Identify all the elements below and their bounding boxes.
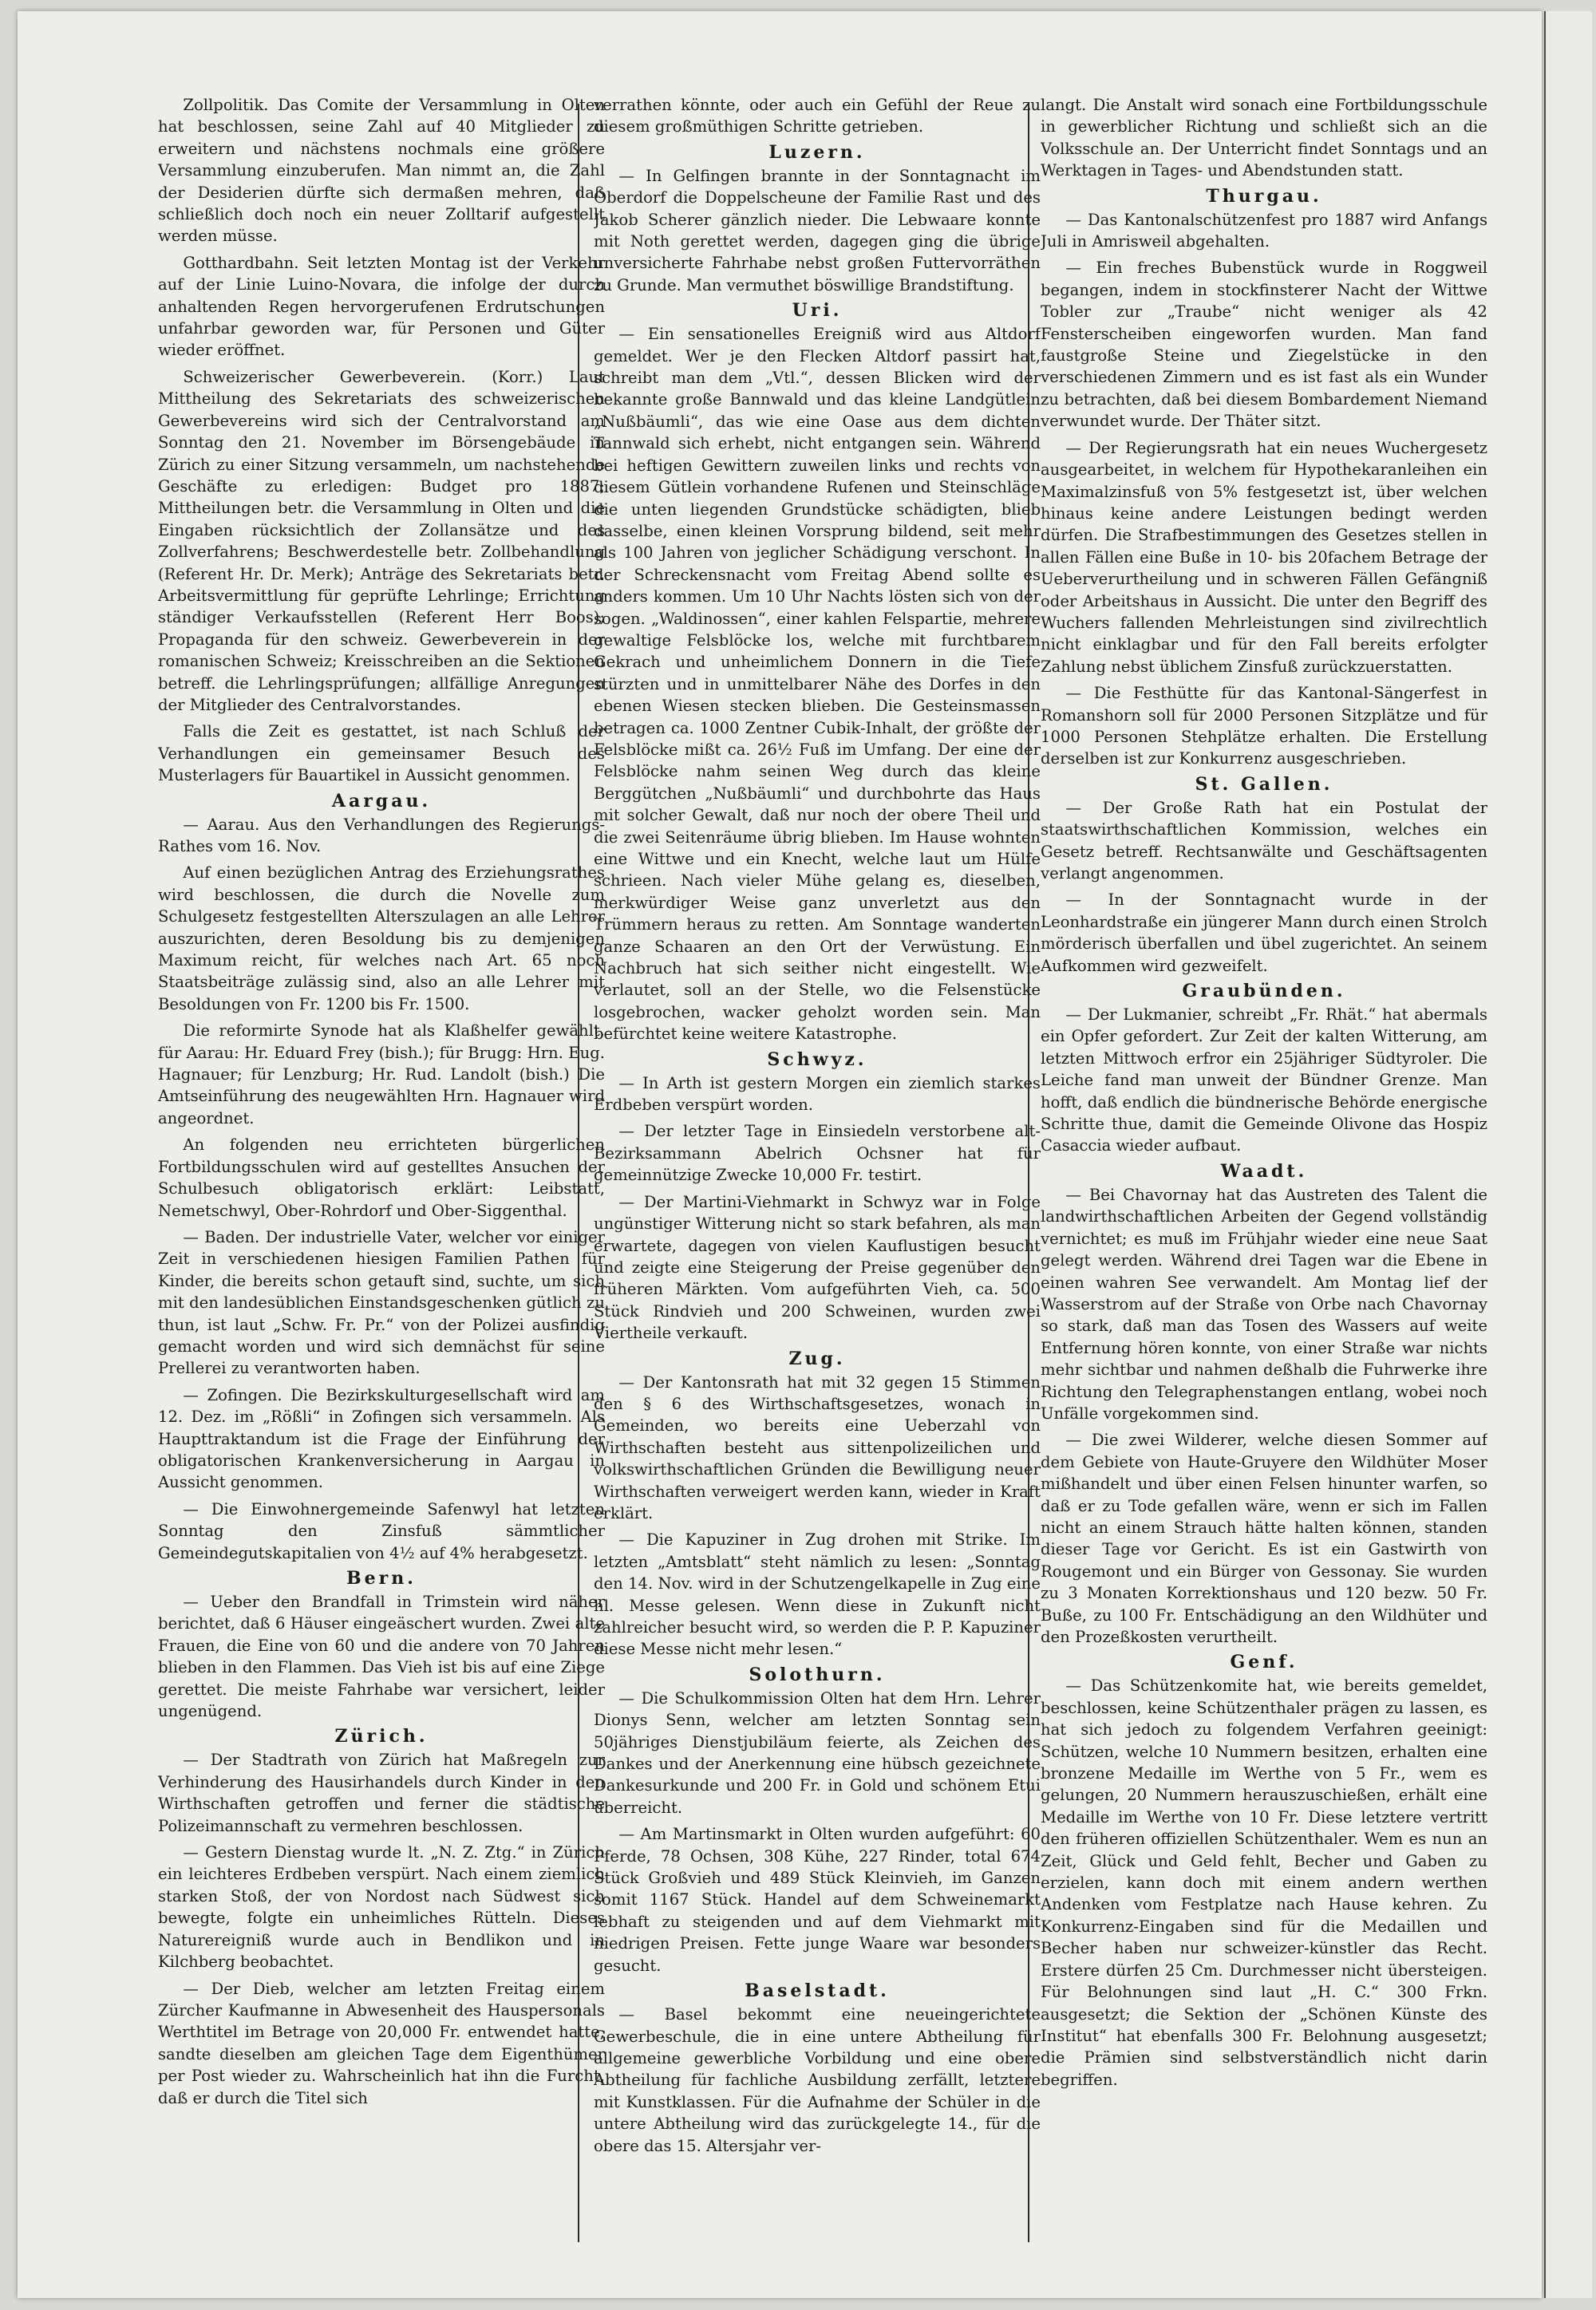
article-paragraph: — Bei Chavornay hat das Austreten des Talent die landwirthschaftlichen Arbeiten der Gegend vollständig vernichtet; es muß im Frühjahr wieder eine neue Saat gelegt werden. Während drei Tagen war die Ebene in einen wahren See verwandelt. Am Montag lief der Wasserstrom auf der Straße von Orbe nach Chavornay so stark, daß man das Tosen des Wassers auf weite Entfernung hören konnte, von einer Straße war nichts mehr sichtbar und nahmen deßhalb die Fuhrwerke ihre Richtung den Telegraphenstangen entlang, wobei noch Unfälle vorgekommen sind. — [1041, 1185, 1487, 1423]
article-paragraph: — Baden. Der industrielle Vater, welcher vor einiger Zeit in verschiedenen hiesigen Familien Pathen für Kinder, die bereits schon getauft sind, suchte, um sich mit den landesüblichen Einstandsgeschenken gütlich zu thun, ist laut „Schw. Fr. Pr.“ von der Polizei ausfindig gemacht worden und wird sich demnächst für seine Prellerei zu verantworten haben. — [158, 1227, 605, 1378]
article-paragraph: — Am Martinsmarkt in Olten wurden aufgeführt: 60 Pferde, 78 Ochsen, 308 Kühe, 227 Rinder, total 674 Stück Großvieh und 489 Stück Kleinvieh, im Ganzen somit 1167 Stück. Handel auf dem Schweinemarkt lebhaft zu steigenden und auf dem Viehmarkt mit niedrigen Preisen. Fette junge Waare war besonders gesucht. — [594, 1825, 1041, 1975]
section-heading: Luzern. — [768, 141, 866, 163]
article-paragraph: — In Gelfingen brannte in der Sonntagnacht im Oberdorf die Doppelscheune der Familie Rast und des Jakob Scherer gänzlich nieder. Die Lebwaare konnte mit Noth gerettet werden, dagegen ging die übrige unversicherte Fahrhabe nebst großen Futtervorräthen zu Grunde. Man vermuthet böswillige Brandstiftung. — [594, 166, 1041, 294]
article-paragraph: — In der Sonntagnacht wurde in der Leonhardstraße ein jüngerer Mann durch einen Strolch mörderisch überfallen und übel zugerichtet. An seinem Aufkommen wird gezweifelt. — [1041, 890, 1487, 975]
article-paragraph: — Zofingen. Die Bezirkskulturgesellschaft wird am 12. Dez. im „Rößli“ in Zofingen sich versammeln. Als Haupttraktandum ist die Frage der Einführung der obligatorischen Krankenversicherung in Aargau in Aussicht genommen. — [158, 1385, 605, 1492]
section-heading: Zug. — [788, 1348, 846, 1369]
article-paragraph: — Der Kantonsrath hat mit 32 gegen 15 Stimmen den § 6 des Wirthschaftsgesetzes, wonach in Gemeinden, wo bereits eine Ueberzahl von Wirthschaften besteht aus sittenpolizeilichen und volkswirthschaftlichen Gründen die Bewilligung neuer Wirthschaften verweigert werden kann, wieder in Kraft erklärt. — [594, 1372, 1041, 1522]
section-heading: Baselstadt. — [745, 1980, 890, 2002]
article-paragraph: — Ein sensationelles Ereigniß wird aus Altdorf gemeldet. Wer je den Flecken Altdorf passirt hat, schreibt man dem „Vtl.“, dessen Blicken wird der bekannte große Bannwald und das kleine Landgütlein „Nußbäumli“, das wie eine Oase aus dem dichten Tannwald sich erhebt, nicht entgangen sein. Während bei heftigen Gewittern zuweilen links und rechts von diesem Gütlein vorhandene Rufenen und Steinschläge die unten liegenden Grundstücke schädigten, blieb dasselbe, einen kleinen Vorsprung bildend, seit mehr als 100 Jahren von jeglicher Schädigung verschont. In der Schreckensnacht vom Freitag Abend sollte es anders kommen. Um 10 Uhr Nachts lösten sich von der sogen. „Waldinossen“, einer kahlen Felspartie, mehrere gewaltige Felsblöcke los, welche mit furchtbarem Gekrach und unheimlichem Donnern in die Tiefe stürzten und in unmittelbarer Nähe des Dorfes in den ebenen Wiesen stecken blieben. Die Gesteinsmassen betragen ca. 1000 Zentner Cubik-Inhalt, der größte der Felsblöcke mißt ca. 26½ Fuß im Umfang. Der eine der Felsblöcke nahm seinen Weg durch das kleine Berggütchen „Nußbäumli“ und durchbohrte das Haus mit solcher Gewalt, daß nur noch der obere Theil und die zwei Seitenräume übrig blieben. Im Hause wohnten eine Wittwe und ein Knecht, welche laut um Hülfe schrieen. Nach vieler Mühe gelang es, dieselben, merkwürdiger Weise ganz unverletzt aus den Trümmern heraus zu retten. Am Sonntage wanderten ganze Schaaren an den Ort der Verwüstung. Ein Nachbruch hat sich seither nicht eingestellt. Wie verlautet, soll an der Stelle, wo die Felsenstücke losgebrochen, wacker geholzt worden sein. Man befürchtet keine weitere Katastrophe. — [594, 325, 1041, 1044]
article-paragraph: Gotthardbahn. Seit letzten Montag ist der Verkehr auf der Linie Luino-Novara, die infolge der durch anhaltenden Regen hervorgerufenen Erdrutschungen unfahrbar geworden war, für Personen und Güter wieder eröffnet. — [158, 253, 605, 360]
article-paragraph: — Die Einwohnergemeinde Safenwyl hat letzten Sonntag den Zinsfuß sämmtlicher Gemeindegutskapitalien von 4½ auf 4% herabgesetzt. — [158, 1499, 605, 1562]
article-paragraph: Die reformirte Synode hat als Klaßhelfer gewählt, für Aarau: Hr. Eduard Frey (bish.); für Brugg: Hrn. Eug. Hagnauer; für Lenzburg; Hr. Rud. Landolt (bish.) Die Amtseinführung des neugewählten Hrn. Hagnauer wird angeordnet. — [158, 1021, 605, 1127]
article-paragraph: — Der letzter Tage in Einsiedeln verstorbene alt-Bezirksammann Abelrich Ochsner hat für gemeinnützige Zwecke 10,000 Fr. testirt. — [594, 1122, 1041, 1185]
column-1 — [158, 94, 605, 2249]
article-paragraph: — Aarau. Aus den Verhandlungen des Regierungs-Rathes vom 16. Nov. — [158, 815, 605, 855]
section-heading: Genf. — [1230, 1652, 1298, 1673]
article-paragraph: — Der Stadtrath von Zürich hat Maßregeln zur Verhinderung des Hausirhandels durch Kinder in den Wirthschaften getroffen und ferner die städtische Polizeimannschaft zu vermehren beschlossen. — [158, 1751, 605, 1835]
article-paragraph: — Die Kapuziner in Zug drohen mit Strike. Im letzten „Amtsblatt“ steht nämlich zu lesen: „Sonntag den 14. Nov. wird in der Schutzengelkapelle in Zug eine hl. Messe gelesen. Wenn diese in Zukunft nicht zahlreicher besucht wird, so werden die P. P. Kapuziner diese Messe nicht mehr lesen.“ — [594, 1530, 1041, 1659]
article-paragraph: An folgenden neu errichteten bürgerlichen Fortbildungsschulen wird auf gestelltes Ansuchen der Schulbesuch obligatorisch erklärt: Leibstatt, Nemetschwyl, Ober-Rohrdorf und Ober-Siggenthal. — [158, 1135, 605, 1220]
section-heading: Zürich. — [334, 1726, 429, 1747]
section-heading: Solothurn. — [749, 1664, 886, 1685]
article-paragraph: — Der Regierungsrath hat ein neues Wuchergesetz ausgearbeitet, in welchem für Hypothekaranleihen ein Maximalzinsfuß von 5% festgesetzt ist, über welchen hinaus keine andere Leistungen bedingt werden dürfen. Die Strafbestimmungen des Gesetzes stellen in allen Fällen eine Buße in 10- bis 20fachem Betrage der Ueberverurtheilung und in schweren Fällen Gefängniß oder Arbeitshaus in Aussicht. Die unter den Begriff des Wuchers fallenden Mehrleistungen sind zivilrechtlich nicht einklagbar und für den Fall bereits erfolgter Zahlung nebst üblichem Zinsfuß zurückzuerstatten. — [1041, 438, 1487, 676]
section-heading: Bern. — [346, 1568, 417, 1589]
section-heading: Uri. — [792, 300, 843, 322]
article-paragraph: — Die zwei Wilderer, welche diesen Sommer auf dem Gebiete von Haute-Gruyere den Wildhüter Moser mißhandelt und über einen Felsen hinunter warfen, so daß er zu Tode gefallen wäre, wenn er sich im Fallen nicht an einem Strauch hätte halten können, standen dieser Tage vor Gericht. Es ist ein Gastwirth von Rougemont und ein Bürger von Gessonay. Sie wurden zu 3 Monaten Korrektionshaus und 120 bezw. 50 Fr. Buße, zu 100 Fr. Entschädigung an den Wildhüter und den Prozeßkosten verurtheilt. — [1041, 1431, 1487, 1646]
article-paragraph: — Der Große Rath hat ein Postulat der staatswirthschaftlichen Kommission, welches ein Gesetz betreff. Rechtsanwälte und Geschäftsagenten verlangt angenommen. — [1041, 798, 1487, 883]
section-heading: Graubünden. — [1182, 981, 1346, 1002]
column-2 — [594, 94, 1041, 2249]
article-paragraph: Auf einen bezüglichen Antrag des Erziehungsrathes wird beschlossen, die durch die Novelle zum Schulgesetz festgestellten Alterszulagen an alle Lehrer auszurichten, deren Besoldung bis zu demjenigen Maximum reicht, für welches nach Art. 65 noch Staatsbeiträge zulässig sind, also an alle Lehrer mit Besoldungen von Fr. 1200 bis Fr. 1500. — [158, 863, 605, 1013]
section-heading: St. Gallen. — [1195, 773, 1333, 795]
section-heading: Aargau. — [331, 790, 432, 811]
article-paragraph: — Gestern Dienstag wurde lt. „N. Z. Ztg.“ in Zürich ein leichteres Erdbeben verspürt. Nach einem ziemlich starken Stoß, der von Nordost nach Südwest sich bewegte, folgte ein unheimliches Rütteln. Dieses Naturereigniß wurde auch in Bendlikon und in Kilchberg beobachtet. — [158, 1843, 605, 1972]
article-paragraph: — Ein freches Bubenstück wurde in Roggweil begangen, indem in stockfinsterer Nacht der Wittwe Tobler zur „Traube“ nicht weniger als 42 Fensterscheiben eingeworfen wurden. Man fand faustgroße Steine und Ziegelstücke in den verschiedenen Zimmern und es ist fast als ein Wunder zu betrachten, daß bei diesem Bombardement Niemand verwundet wurde. Der Thäter sitzt. — [1041, 259, 1487, 431]
article-paragraph: — Das Kantonalschützenfest pro 1887 wird Anfangs Juli in Amrisweil abgehalten. — [1041, 210, 1487, 251]
section-heading: Thurgau. — [1206, 185, 1322, 207]
article-paragraph: — Der Lukmanier, schreibt „Fr. Rhät.“ hat abermals ein Opfer gefordert. Zur Zeit der kalten Witterung, am letzten Mittwoch erfror ein 25jähriger Südtyroler. Die Leiche fand man unweit der Bündner Grenze. Man hofft, daß endlich die bündnerische Behörde energische Schritte thue, damit die Gemeinde Olivone das Hospiz Casaccia wieder aufbaut. — [1041, 1005, 1487, 1155]
article-paragraph: Falls die Zeit es gestattet, ist nach Schluß der Verhandlungen ein gemeinsamer Besuch des Musterlagers für Bauartikel in Aussicht genommen. — [158, 722, 605, 785]
column-3 — [1041, 94, 1487, 2249]
article-paragraph: Zollpolitik. Das Comite der Versammlung in Olten hat beschlossen, seine Zahl auf 40 Mitglieder zu erweitern und nächstens nochmals eine größere Versammlung einzuberufen. Man nimmt an, die Zahl der Desiderien dürfte sich dermaßen mehren, daß schließlich doch noch ein neuer Zolltarif aufgestellt werden müsse. — [158, 96, 605, 246]
article-paragraph: Schweizerischer Gewerbeverein. (Korr.) Laut Mittheilung des Sekretariats des schweizerischen Gewerbevereins wird sich der Centralvorstand am Sonntag den 21. November im Börsengebäude in Zürich zu einer Sitzung versammeln, um nachstehende Geschäfte zu erledigen: Budget pro 1887; Mittheilungen betr. die Versammlung in Olten und die Eingaben rücksichtlich der Zollansätze und des Zollverfahrens; Beschwerdestelle betr. Zollbehandlung (Referent Hr. Dr. Merk); Anträge des Sekretariats betr. Arbeitsvermittlung für geprüfte Lehrlinge; Errichtung ständiger Verkaufsstellen (Referent Herr Boos); Propaganda für den schweiz. Gewerbeverein in der romanischen Schweiz; Kreisschreiben an die Sektionen betreff. die Lehrlingsprüfungen; allfällige Anregungen der Mitglieder des Centralvorstandes. — [158, 367, 605, 714]
adjacent-page-edge — [1544, 11, 1592, 2298]
section-heading: Schwyz. — [767, 1048, 867, 1070]
article-paragraph: — Die Festhütte für das Kantonal-Sängerfest in Romanshorn soll für 2000 Personen Sitzplätze und für 1000 Personen Stehplätze erhalten. Die Erstellung derselben ist zur Konkurrenz ausgeschrieben. — [1041, 684, 1487, 768]
article-paragraph: — Der Martini-Viehmarkt in Schwyz war in Folge ungünstiger Witterung nicht so stark befahren, als man erwartete, dagegen von vielen Kauflustigen besucht und zeigte eine Steigerung der Preise gegenüber den früheren Märkten. Vom aufgeführten Vieh, ca. 500 Stück Rindvieh und 200 Schweinen, wurden zwei Viertheile verkauft. — [594, 1192, 1041, 1343]
continued-paragraph: langt. Die Anstalt wird sonach eine Fortbildungsschule in gewerblicher Richtung und schließt sich an die Volksschule an. Der Unterricht findet Sonntags und an Werktagen in Tages- und Abendstunden statt. — [1041, 96, 1487, 180]
article-paragraph: — Das Schützenkomite hat, wie bereits gemeldet, beschlossen, keine Schützenthaler prägen zu lassen, es hat sich jedoch zu folgendem Verfahren geeinigt: Schützen, welche 10 Nummern besitzen, erhalten eine bronzene Medaille im Werthe von 5 Fr., wem es gelungen, 20 Nummern herauszuschießen, erhält eine Medaille im Werthe von 10 Fr. Diese letztere vertritt den früheren offiziellen Schützenthaler. Wem es nun an Zeit, Glück und Geld fehlt, Becher und Gaben zu erzielen, kann doch mit einem andern werthen Andenken vom Festplatze nach Hause kehren. Zu Konkurrenz-Eingaben sind für die Medaillen und Becher haben nur schweizer-künstler das Recht. Erstere dürfen 25 Cm. Durchmesser nicht übersteigen. Für Belohnungen sind laut „H. C.“ 300 Frkn. ausgesetzt; die Sektion der „Schönen Künste des Institut“ hat ebenfalls 300 Fr. Belohnung ausgesetzt; die Prämien sind selbstverständlich nicht darin begriffen. — [1041, 1676, 1487, 2089]
article-paragraph: — Basel bekommt eine neueingerichtete Gewerbeschule, die in eine untere Abtheilung für allgemeine gewerbliche Vorbildung und eine obere Abtheilung für fachliche Ausbildung zerfällt, letztere mit Kunstklassen. Für die Aufnahme der Schüler in die untere Abtheilung wird das zurückgelegte 14., für die obere das 15. Altersjahr ver- — [594, 2005, 1041, 2155]
section-heading: Waadt. — [1220, 1160, 1308, 1182]
continued-paragraph: verrathen könnte, oder auch ein Gefühl der Reue zu diesem großmüthigen Schritte getrieben. — [594, 96, 1041, 136]
article-paragraph: — Ueber den Brandfall in Trimstein wird näher berichtet, daß 6 Häuser eingeäschert wurden. Zwei alte Frauen, die Eine von 60 und die andere von 70 Jahren blieben in den Flammen. Das Vieh ist bis auf eine Ziege gerettet. Die meiste Fahrhabe war versichert, leider ungenügend. — [158, 1593, 605, 1721]
article-paragraph: — In Arth ist gestern Morgen ein ziemlich starkes Erdbeben verspürt worden. — [594, 1073, 1041, 1115]
article-paragraph: — Der Dieb, welcher am letzten Freitag einem Zürcher Kaufmanne in Abwesenheit des Hauspersonals Werthtitel im Betrage von 20,000 Fr. entwendet hatte, sandte dieselben am gleichen Tage dem Eigenthümer per Post wieder zu. Wahrscheinlich hat ihn die Furcht, daß er durch die Titel sich — [158, 1979, 605, 2107]
article-paragraph: — Die Schulkommission Olten hat dem Hrn. Lehrer Dionys Senn, welcher am letzten Sonntag sein 50jähriges Dienstjubiläum feierte, als Zeichen des Dankes und der Anerkennung eine hübsch gezeichnete Dankesurkunde und 200 Fr. in Gold und schönem Etui überreicht. — [594, 1688, 1041, 1817]
